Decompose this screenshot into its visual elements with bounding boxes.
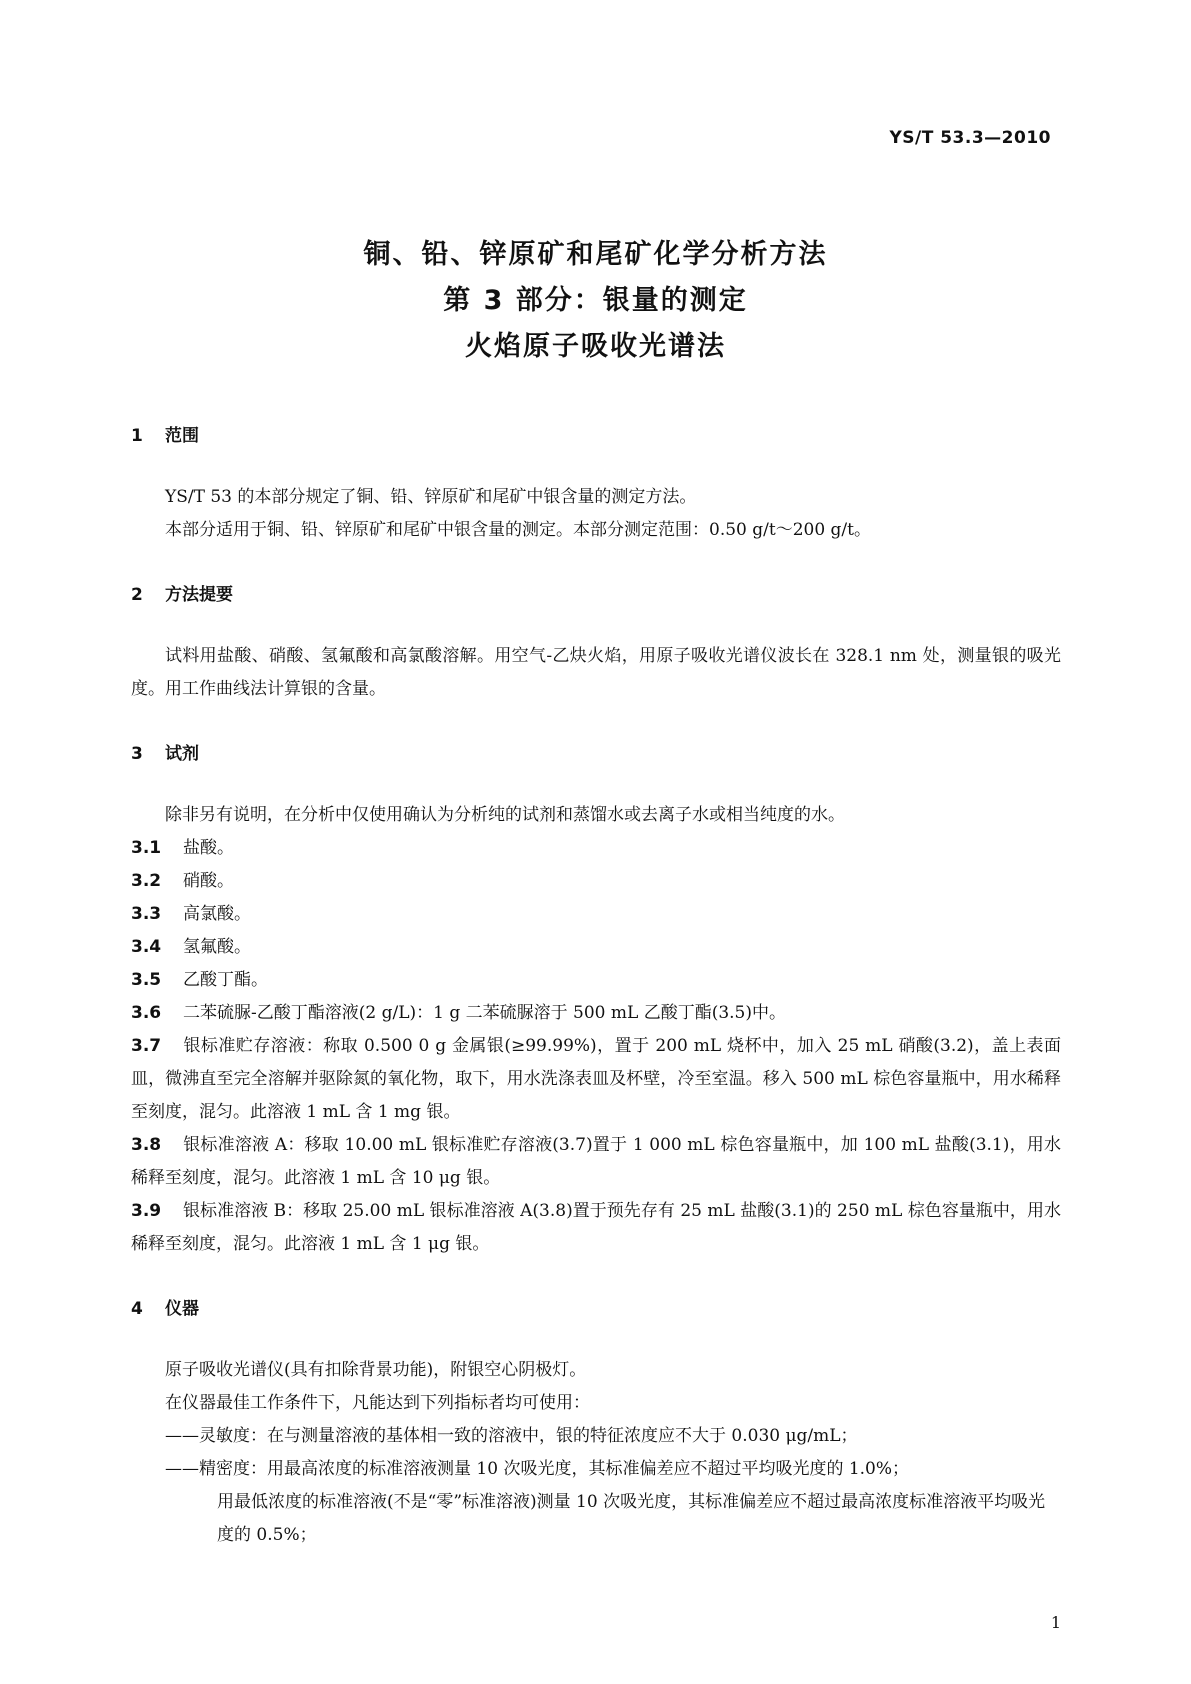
title-line-2: 第 3 部分：银量的测定: [443, 285, 748, 316]
dash-item-sensitivity: ——灵敏度：在与测量溶液的基体相一致的溶液中，银的特征浓度应不大于 0.030 μg/mL；: [165, 1426, 858, 1446]
item-text: 盐酸。: [183, 838, 234, 858]
item-text: 高氯酸。: [183, 904, 251, 924]
section-number: 2: [131, 585, 143, 605]
page-number: 1: [1050, 1613, 1061, 1632]
paragraph: 除非另有说明，在分析中仅使用确认为分析纯的试剂和蒸馏水或去离子水或相当纯度的水。: [165, 805, 845, 825]
section-title: 方法提要: [165, 585, 233, 605]
reagent-item: [131, 898, 1061, 931]
item-number: 3.9: [131, 1201, 162, 1221]
section-number: 4: [131, 1299, 143, 1319]
section-title: 试剂: [165, 744, 199, 764]
item-number: 3.8: [131, 1135, 162, 1155]
item-number: 3.7: [131, 1036, 162, 1056]
item-number: 3.2: [131, 871, 162, 891]
reagent-item: [131, 964, 1061, 997]
item-text: 乙酸丁酯。: [183, 970, 268, 990]
item-text: 银标准贮存溶液：称取 0.500 0 g 金属银(≥99.99%)，置于 200 mL 烧杯中，加入 25 mL 硝酸(3.2)，盖上表面皿，微沸直至完全溶解并驱除氮的氧化物，取下，用水洗涤表皿及杯壁，冷至室温。移入 500 mL 棕色容量瓶中，用水稀释至刻度，混匀。此溶液 1 mL 含 1 mg 银。: [131, 1036, 1061, 1122]
paragraph: 试料用盐酸、硝酸、氢氟酸和高氯酸溶解。用空气-乙炔火焰，用原子吸收光谱仪波长在 328.1 nm 处，测量银的吸光度。用工作曲线法计算银的含量。: [131, 646, 1061, 699]
section-title: 仪器: [165, 1299, 199, 1319]
section-heading-1: [131, 420, 1061, 453]
item-number: 3.6: [131, 1003, 162, 1023]
item-text: 氢氟酸。: [183, 937, 251, 957]
document-body: [131, 420, 1061, 1552]
item-text: 银标准溶液 A：移取 10.00 mL 银标准贮存溶液(3.7)置于 1 000 mL 棕色容量瓶中，加 100 mL 盐酸(3.1)，用水稀释至刻度，混匀。此溶液 1 mL 含 10 μg 银。: [131, 1135, 1061, 1188]
dash-item-continuation: 用最低浓度的标准溶液(不是“零”标准溶液)测量 10 次吸光度，其标准偏差应不超过最高浓度标准溶液平均吸光度的 0.5%；: [217, 1492, 1046, 1545]
paragraph: 原子吸收光谱仪(具有扣除背景功能)，附银空心阴极灯。: [165, 1360, 587, 1380]
item-text: 银标准溶液 B：移取 25.00 mL 银标准溶液 A(3.8)置于预先存有 25 mL 盐酸(3.1)的 250 mL 棕色容量瓶中，用水稀释至刻度，混匀。此溶液 1 mL 含 1 μg 银。: [131, 1201, 1061, 1254]
item-text: 硝酸。: [183, 871, 234, 891]
reagent-item: [131, 931, 1061, 964]
section-number: 3: [131, 744, 143, 764]
reagent-item: [131, 865, 1061, 898]
paragraph: 在仪器最佳工作条件下，凡能达到下列指标者均可使用：: [165, 1393, 590, 1413]
section-number: 1: [131, 426, 143, 446]
section-heading-4: [131, 1293, 1061, 1326]
title-line-1: 铜、铅、锌原矿和尾矿化学分析方法: [363, 239, 828, 270]
item-number: 3.3: [131, 904, 162, 924]
reagent-item: [131, 997, 1061, 1030]
item-text: 二苯硫脲-乙酸丁酯溶液(2 g/L)：1 g 二苯硫脲溶于 500 mL 乙酸丁酯(3.5)中。: [183, 1003, 787, 1023]
dash-item-precision: ——精密度：用最高浓度的标准溶液测量 10 次吸光度，其标准偏差应不超过平均吸光度的 1.0%；: [165, 1459, 910, 1479]
paragraph: 本部分适用于铜、铅、锌原矿和尾矿中银含量的测定。本部分测定范围：0.50 g/t～200 g/t。: [165, 520, 871, 540]
section-heading-2: [131, 579, 1061, 612]
title-line-3: 火焰原子吸收光谱法: [465, 331, 726, 362]
item-number: 3.5: [131, 970, 162, 990]
section-heading-3: [131, 738, 1061, 771]
reagent-item: [131, 832, 1061, 865]
reagent-item: [131, 1195, 1061, 1261]
document-title: [0, 232, 1191, 370]
reagent-item: [131, 1030, 1061, 1129]
paragraph: YS/T 53 的本部分规定了铜、铅、锌原矿和尾矿中银含量的测定方法。: [165, 487, 697, 507]
reagent-item: [131, 1129, 1061, 1195]
item-number: 3.1: [131, 838, 162, 858]
item-number: 3.4: [131, 937, 162, 957]
section-title: 范围: [165, 426, 199, 446]
standard-code: YS/T 53.3—2010: [889, 128, 1051, 148]
